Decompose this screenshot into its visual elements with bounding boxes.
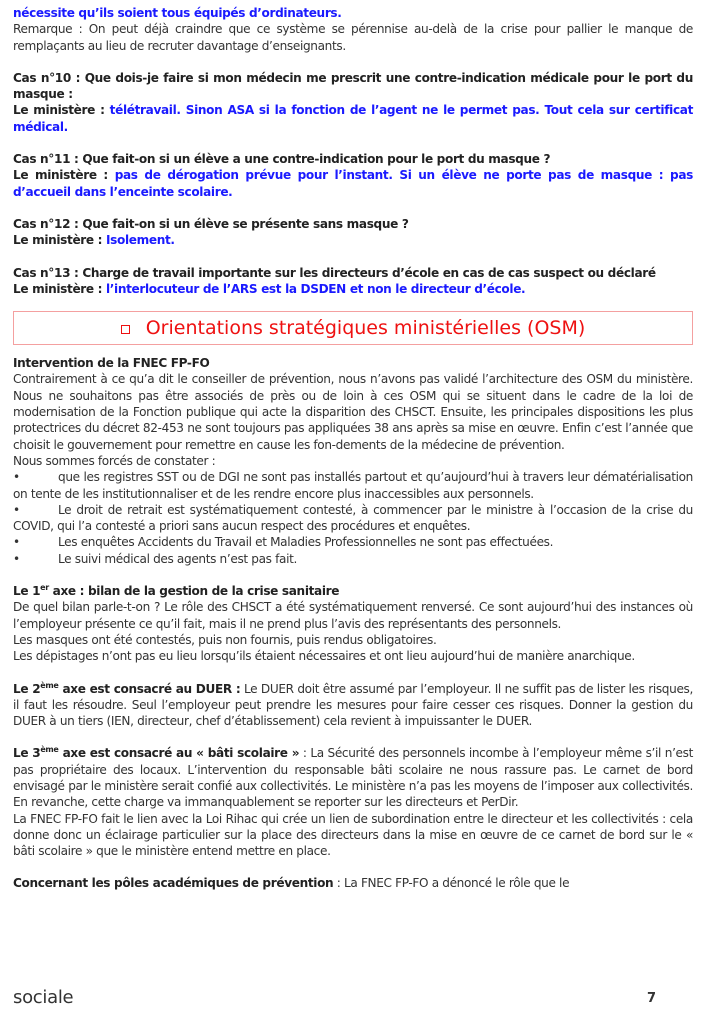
bullet-item: • Le suivi médical des agents n’est pas fait. — [13, 551, 297, 566]
ministry-label: Le ministère : — [13, 233, 106, 248]
page-number: 7 — [647, 991, 657, 1006]
ministry-answer: pas de dérogation prévue pour l’instant. Si un élève ne porte pas de masque : pas d’accueil dans l’enceinte scolaire. — [13, 168, 693, 199]
case-question: Cas n°10 : Que dois-je faire si mon médecin me prescrit une contre-indication médicale pour le port du masque : — [13, 70, 693, 102]
bullet-icon: • — [13, 535, 20, 550]
axe-2-heading: Le 2ème axe est consacré au DUER : — [13, 680, 241, 696]
ministry-label: Le ministère : — [13, 103, 110, 118]
case-10 — [13, 70, 693, 135]
intervention-heading: Intervention de la FNEC FP-FO — [13, 356, 210, 371]
axe-2-block — [13, 681, 693, 730]
ministry-answer: Isolement. — [105, 233, 175, 248]
ministry-answer: télétravail. Sinon ASA si la fonction de l’agent ne le permet pas. Tout cela sur certificat médical. — [13, 103, 693, 134]
case-question: Cas n°12 : Que fait-on si un élève se présente sans masque ? — [13, 216, 409, 231]
poles-heading: Concernant les pôles académiques de prévention — [13, 876, 334, 891]
axe-1-heading: Le 1er axe : bilan de la gestion de la crise sanitaire — [13, 582, 340, 599]
ministry-label: Le ministère : — [13, 281, 106, 296]
remark-paragraph: Remarque : On peut déjà craindre que ce système se pérennise au-delà de la crise pour pallier le manque de remplaçants au lieu de recruter davantage d’enseignants. — [13, 22, 693, 53]
section-title-box — [13, 311, 693, 345]
intervention-body: Contrairement à ce qu’a dit le conseiller de prévention, nous n’avons pas validé l’architecture des OSM du ministère. Nous ne souhaitons pas être associés de près ou de loin à ces OSM qui se situent dans le cadre de la loi de modernisation de la Fonction publique qui acte la disparition des CHSCT. Ensuite, les principales dispositions les plus protectrices du décret 82-453 ne sont toujours pas appliquées 38 ans après sa mise en œuvre. Enfin c’est l’année que choisit le gouvernement pour remettre en cause les fon-dements de la médecine de prévention. — [13, 372, 693, 452]
bullet-item: • que les registres SST ou de DGI ne sont pas installés partout et qu’aujourd’hui à travers leur dématérialisation on tente de les institutionnaliser et de les rendre encore plus inaccessibles aux personnels. — [13, 470, 693, 501]
case-question: Cas n°11 : Que fait-on si un élève a une contre-indication pour le port du masque ? — [13, 152, 551, 167]
axe-1-paragraph: Les masques ont été contestés, puis non fournis, puis rendus obligatoires. — [13, 632, 437, 647]
poles-block — [13, 875, 693, 891]
footer-text: sociale — [13, 987, 74, 1008]
document-page — [13, 5, 693, 892]
axe-1-paragraph: Les dépistages n’ont pas eu lieu lorsqu’ils étaient nécessaires et ont lieu aujourd’hui de manière anarchique. — [13, 649, 635, 664]
poles-body: : La FNEC FP-FO a dénoncé le rôle que le — [333, 876, 570, 891]
intervention-lead: Nous sommes forcés de constater : — [13, 453, 216, 468]
axe-1-paragraph: De quel bilan parle-t-on ? Le rôle des CHSCT a été systématiquement renversé. Ce sont aujourd’hui des instances où l’employeur présente ce qu’il fait, mais il ne prend plus l’avis des représentants des personnels. — [13, 600, 693, 631]
case-12 — [13, 216, 693, 249]
bullet-icon: • — [13, 502, 20, 517]
case-question: Cas n°13 : Charge de travail importante sur les directeurs d’école en cas de cas suspect ou déclaré — [13, 265, 656, 280]
case-11 — [13, 151, 693, 200]
axe-3-body: : La Sécurité des personnels incombe à l’employeur même s’il n’est pas propriétaire des locaux. L’intervention du responsable bâti scolaire ne nous rassure pas. Le carnet de bord envisagé par le ministère serait confié aux collectivités. Le ministère n’a pas les moyens de l’imposer aux collectivités. En revanche, cette charge va immanquablement se reporter sur les directeurs et PerDir. — [13, 746, 693, 810]
case-13 — [13, 265, 693, 298]
intervention-block — [13, 355, 693, 567]
bullet-item: • Le droit de retrait est systématiquement contesté, à commencer par le ministre à l’occasion de la crise du COVID, qui l’a contesté a priori sans aucun respect des procédures et enquêtes. — [13, 502, 693, 534]
ministry-label: Le ministère : — [13, 168, 115, 183]
bullet-icon: • — [13, 551, 20, 566]
bullet-icon: • — [13, 470, 20, 485]
intro-line: nécessite qu’ils soient tous équipés d’ordinateurs. — [13, 6, 342, 20]
axe-2-body: Le DUER doit être assumé par l’employeur. Il ne suffit pas de lister les risques, il faut les résoudre. Seul l’employeur peut prendre les mesures pour faire cesser ces risques. Donner la gestion du DUER à un tiers (IEN, directeur, chef d’établissement) cela revient à impuissanter le DUER. — [13, 681, 693, 729]
bullet-item: • Les enquêtes Accidents du Travail et Maladies Professionnelles ne sont pas effectuées. — [13, 535, 554, 550]
axe-3-block — [13, 745, 693, 859]
axe-3-heading: Le 3ème axe est consacré au « bâti scolaire » — [13, 745, 300, 761]
axe-3-paragraph: La FNEC FP-FO fait le lien avec la Loi Rihac qui crée un lien de subordination entre le directeur et les collectivités : cela donne donc un éclairage particulier sur la place des directeurs dans la mise en œuvre de ce carnet de bord sur le « bâti scolaire » que le ministère entend mettre en place. — [13, 811, 693, 859]
axe-1-block — [13, 583, 693, 664]
section-title: Orientations stratégiques ministérielles (OSM) — [145, 317, 586, 339]
checkbox-square-icon — [121, 325, 130, 334]
ministry-answer: l’interlocuteur de l’ARS est la DSDEN et non le directeur d’école. — [105, 281, 526, 296]
